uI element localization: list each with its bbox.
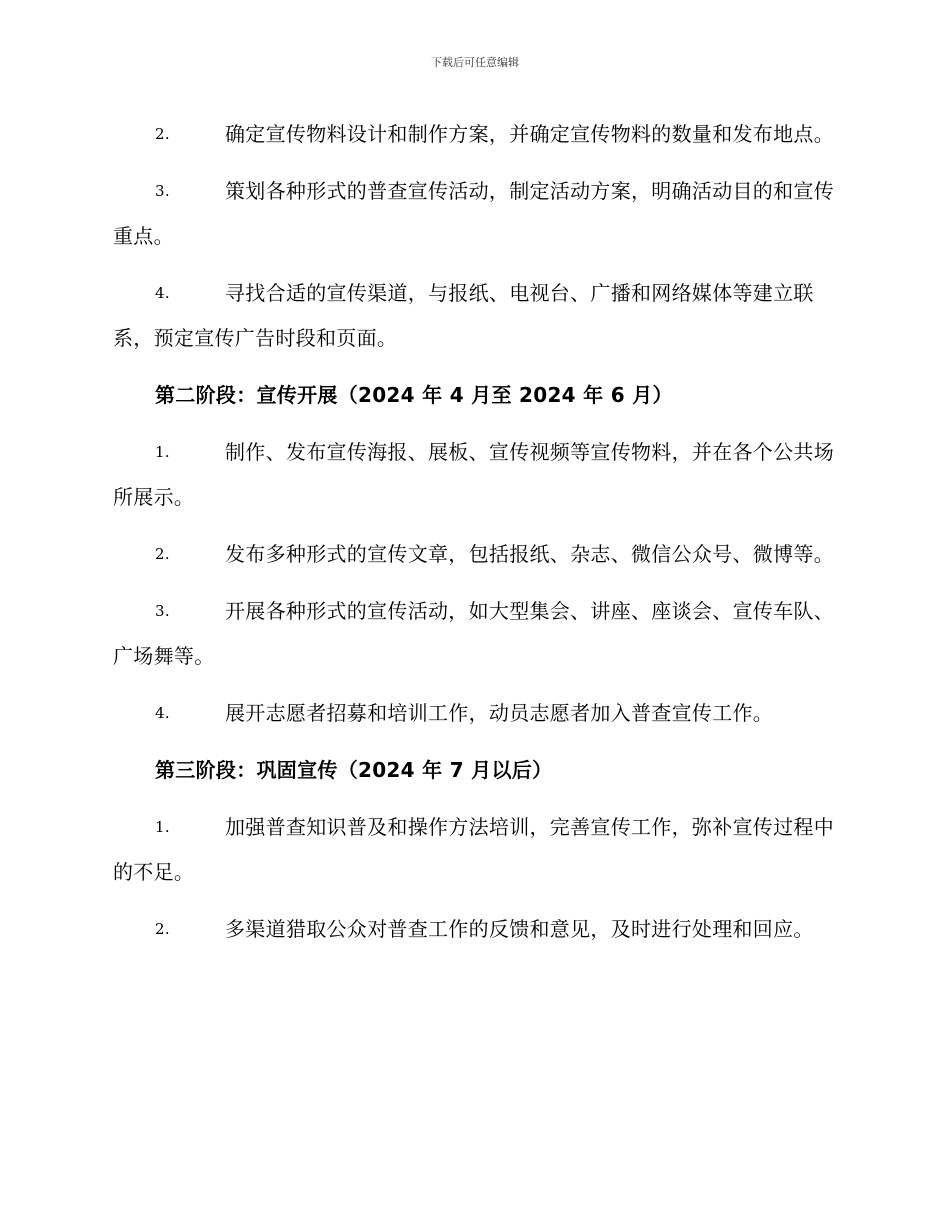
- list-item: [113, 532, 835, 577]
- item-text: 策划各种形式的普查宣传活动，制定活动方案，明确活动目的和宣传重点。: [113, 179, 834, 248]
- page-header: 下载后可任意编辑: [431, 56, 519, 69]
- list-item: [113, 805, 835, 895]
- item-number: 2.: [155, 125, 170, 143]
- item-text: 开展各种形式的宣传活动，如大型集会、讲座、座谈会、宣传车队、广场舞等。: [113, 599, 834, 668]
- list-item: [113, 271, 835, 361]
- item-text: 寻找合适的宣传渠道，与报纸、电视台、广播和网络媒体等建立联系，预定宣传广告时段和页面。: [113, 281, 814, 350]
- section-heading-stage2: 第二阶段：宣传开展（2024 年 4 月至 2024 年 6 月）: [155, 383, 673, 407]
- item-text: 发布多种形式的宣传文章，包括报纸、杂志、微信公众号、微博等。: [225, 542, 834, 566]
- item-text: 多渠道猎取公众对普查工作的反馈和意见，及时进行处理和回应。: [225, 917, 814, 941]
- item-text: 加强普查知识普及和操作方法培训，完善宣传工作，弥补宣传过程中的不足。: [113, 815, 834, 884]
- item-number: 1.: [155, 818, 170, 836]
- list-item: [113, 112, 835, 157]
- item-number: 4.: [155, 704, 170, 722]
- list-item: [113, 691, 835, 736]
- section-heading-stage3: 第三阶段：巩固宣传（2024 年 7 月以后）: [155, 758, 553, 782]
- list-item: [113, 907, 835, 952]
- item-number: 1.: [155, 443, 170, 461]
- item-number: 4.: [155, 284, 170, 302]
- item-text: 制作、发布宣传海报、展板、宣传视频等宣传物料，并在各个公共场所展示。: [113, 440, 834, 509]
- item-number: 3.: [155, 602, 170, 620]
- item-text: 展开志愿者招募和培训工作，动员志愿者加入普查宣传工作。: [225, 701, 774, 725]
- list-item: [113, 169, 835, 259]
- item-text: 确定宣传物料设计和制作方案，并确定宣传物料的数量和发布地点。: [225, 122, 834, 146]
- document-body: [113, 112, 835, 964]
- list-item: [113, 430, 835, 520]
- list-item: [113, 589, 835, 679]
- item-number: 3.: [155, 182, 170, 200]
- item-number: 2.: [155, 545, 170, 563]
- item-number: 2.: [155, 920, 170, 938]
